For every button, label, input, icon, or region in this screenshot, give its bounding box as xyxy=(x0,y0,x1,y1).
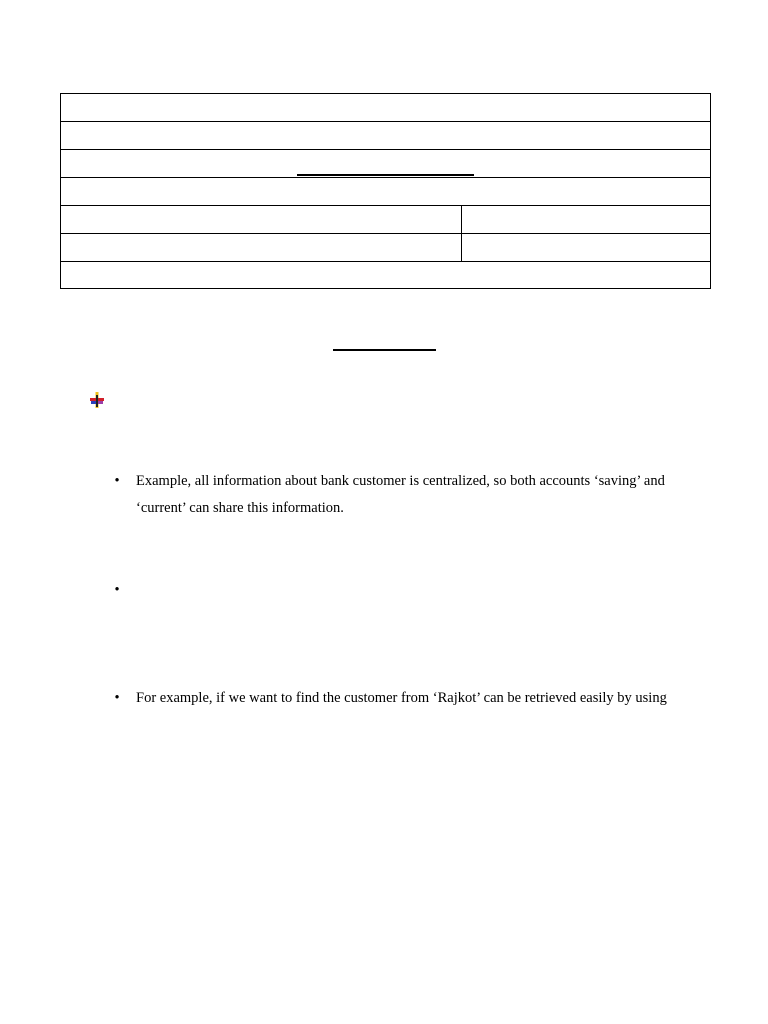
multicolor-cross-bullet-icon xyxy=(90,392,104,408)
header-cell-right xyxy=(462,206,711,234)
header-row xyxy=(61,94,711,122)
header-row-split xyxy=(61,206,711,234)
header-row-split xyxy=(61,234,711,262)
header-row xyxy=(61,262,711,289)
bullet-dot: • xyxy=(114,690,120,706)
header-cell xyxy=(61,94,711,122)
header-cell xyxy=(61,262,711,289)
document-header-table xyxy=(60,93,711,289)
section-heading-underline xyxy=(333,349,436,351)
bullet-dot: • xyxy=(114,473,120,489)
header-cell xyxy=(61,122,711,150)
header-cell xyxy=(61,178,711,206)
bullet-dot: • xyxy=(114,582,120,598)
header-row xyxy=(61,178,711,206)
bullet-item xyxy=(111,685,711,712)
bullet-text: For example, if we want to find the customer from ‘Rajkot’ can be retrieved easily by using xyxy=(136,690,667,706)
header-cell-right xyxy=(462,234,711,262)
header-cell-left xyxy=(61,206,462,234)
title-underline xyxy=(297,174,474,176)
bullet-text: Example, all information about bank customer is centralized, so both accounts ‘saving’ and ‘current’ can share this information. xyxy=(136,473,665,516)
header-row xyxy=(61,122,711,150)
header-title-cell xyxy=(61,150,711,178)
header-cell-left xyxy=(61,234,462,262)
bullet-item xyxy=(111,468,711,522)
header-row-title xyxy=(61,150,711,178)
